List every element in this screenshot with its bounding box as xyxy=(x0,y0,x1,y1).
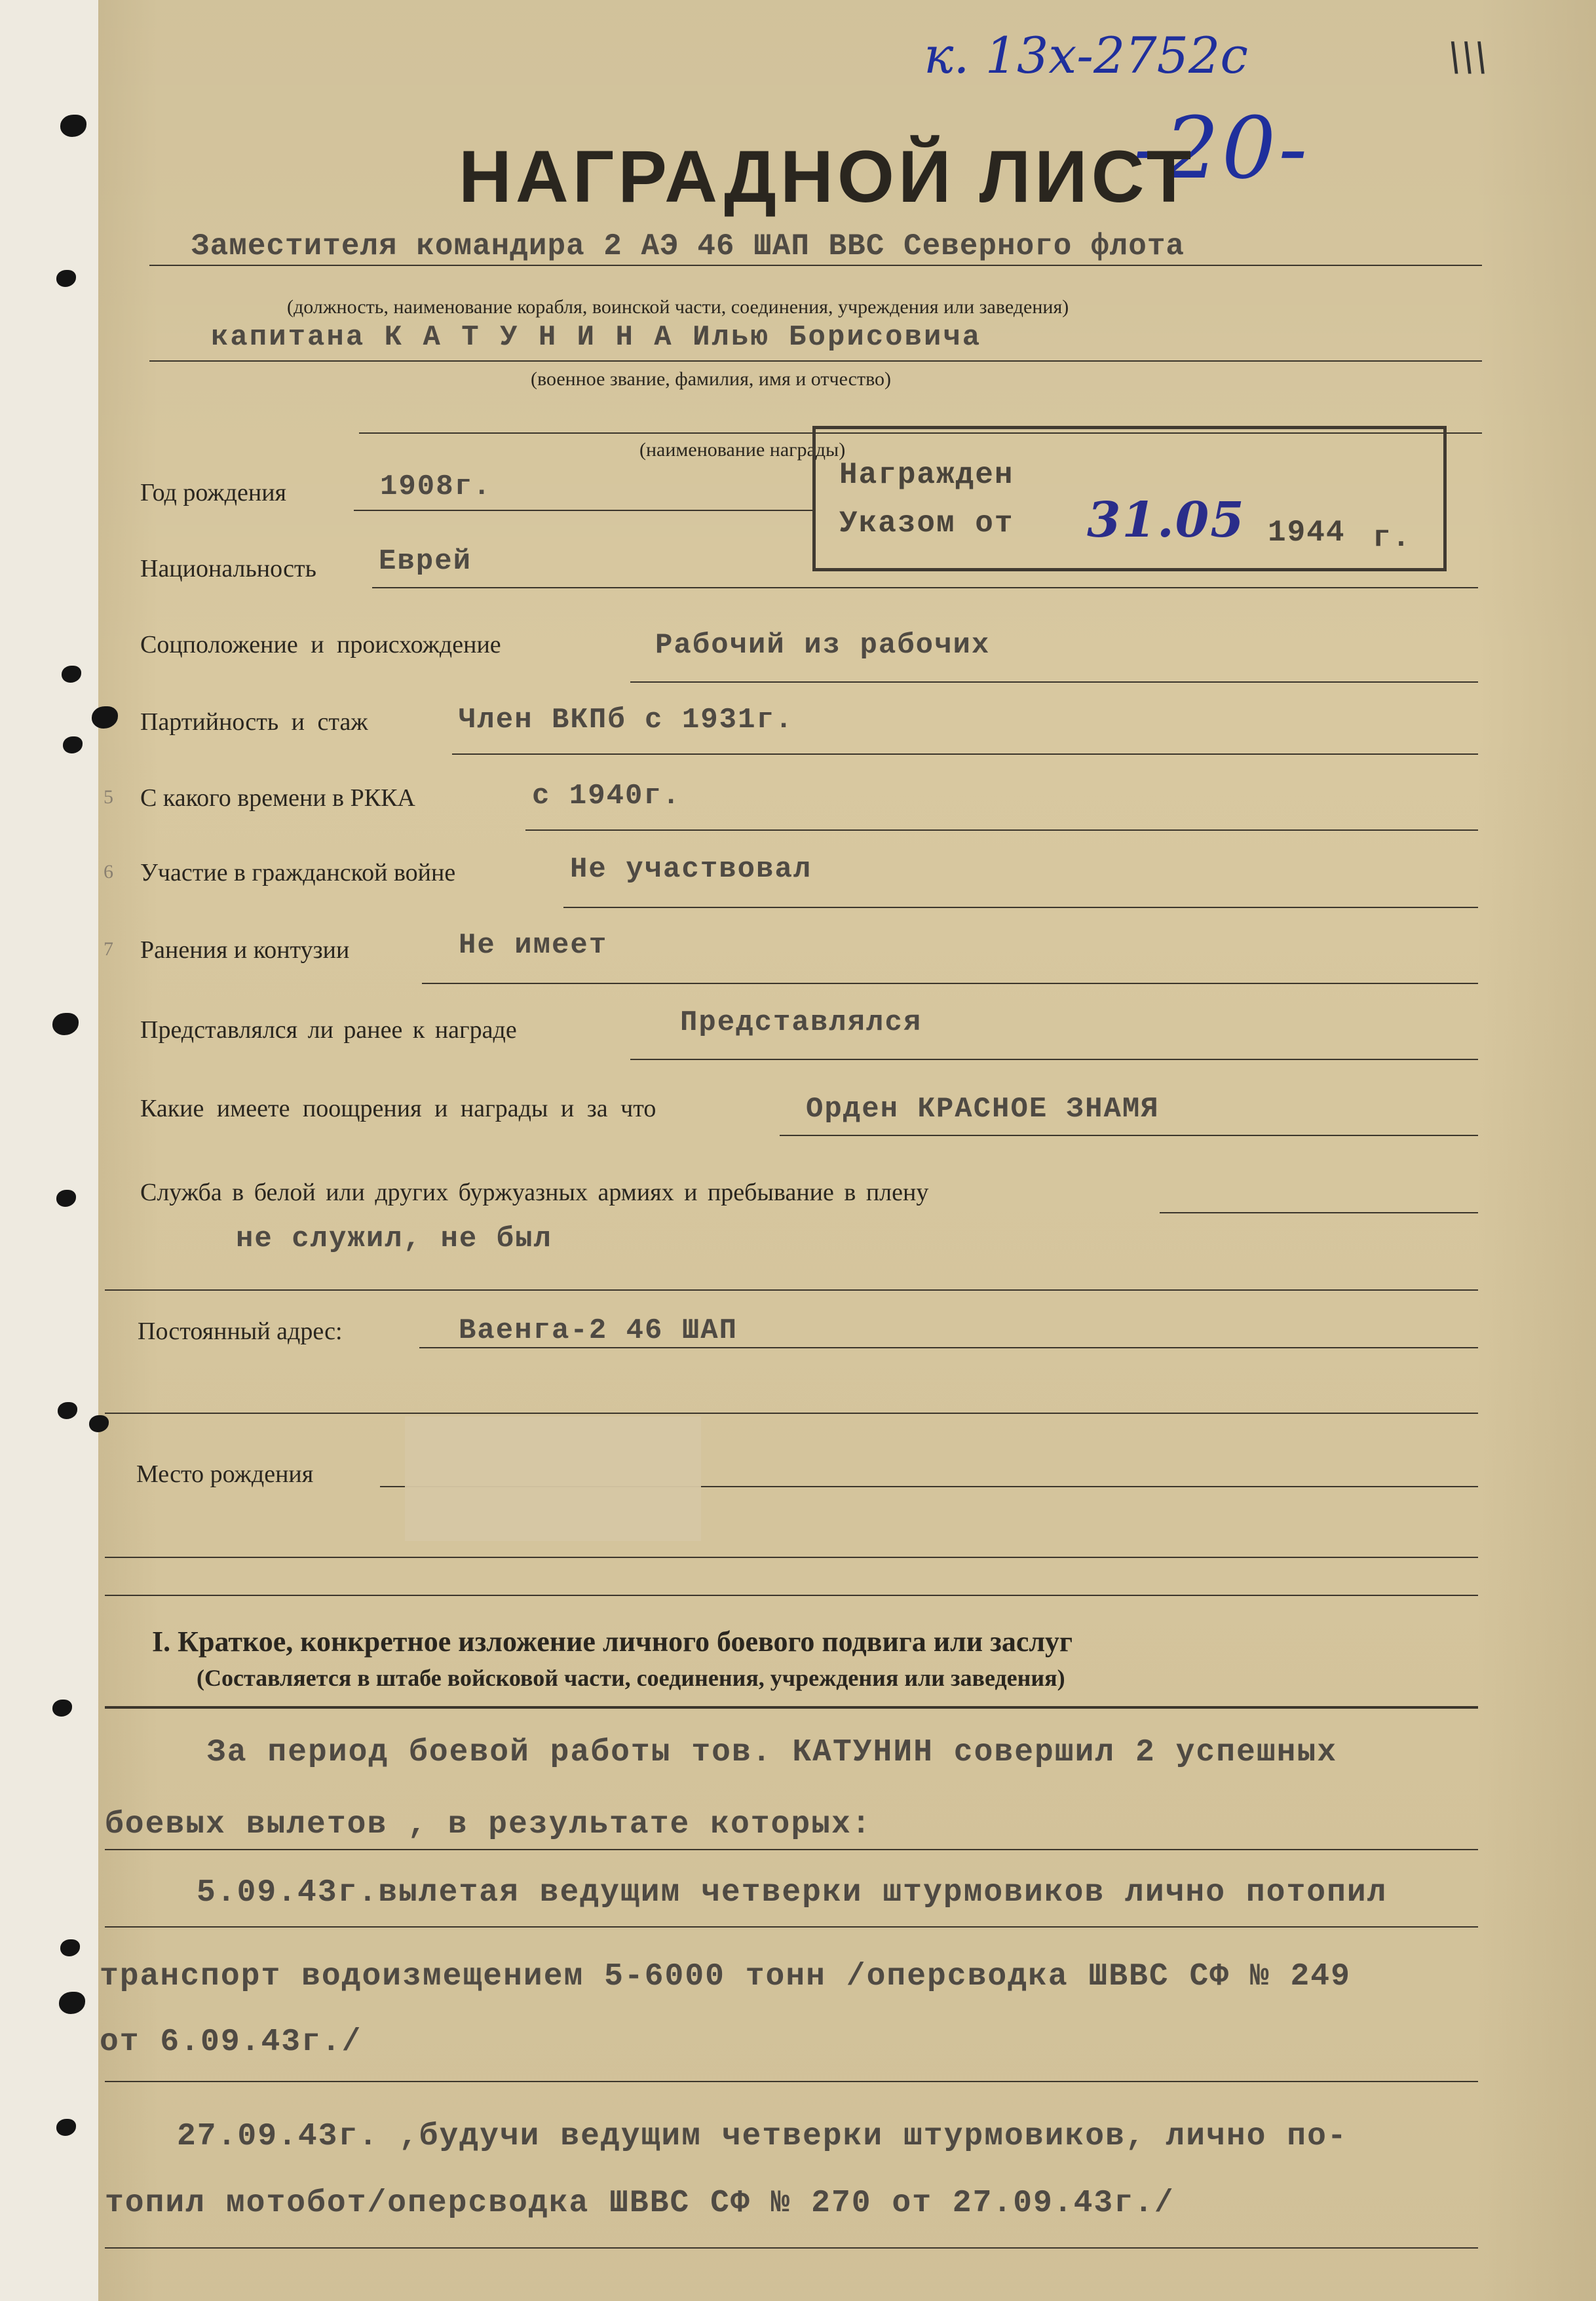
field-number: 5 xyxy=(104,786,113,808)
field-label-white-army: Служба в белой или других буржуазных армиях и пребывание в плену xyxy=(140,1179,929,1206)
stamp-year: 1944 xyxy=(1268,516,1346,550)
section-subheading: (Составляется в штабе войсковой части, соединения, учреждения или заведения) xyxy=(197,1665,1065,1691)
field-line xyxy=(630,1059,1478,1060)
field-line xyxy=(630,681,1478,683)
field-line xyxy=(422,983,1478,984)
narrative-line: 5.09.43г.вылетая ведущим четверки штурмовиков лично потопил xyxy=(197,1875,1388,1911)
narrative-rule xyxy=(105,1849,1478,1850)
field-line xyxy=(105,1557,1478,1558)
position-caption: (должность, наименование корабля, воинской части, соединения, учреждения или заведения) xyxy=(287,296,1069,318)
field-label-nationality: Национальность xyxy=(140,555,316,582)
narrative-line: 27.09.43г. ,будучи ведущим четверки штурмовиков, лично по- xyxy=(177,2119,1348,2154)
stamp-line-2-prefix: Указом от xyxy=(839,506,1014,541)
field-value-nationality: Еврей xyxy=(379,545,472,578)
field-line xyxy=(105,1289,1478,1291)
field-label-birth-year: Год рождения xyxy=(140,479,287,506)
field-label-rkka: С какого времени в РККА xyxy=(140,784,415,812)
field-value-birth-year: 1908г. xyxy=(380,470,492,503)
field-value-party: Член ВКПб с 1931г. xyxy=(459,704,794,736)
field-line xyxy=(419,1347,1478,1348)
position-line xyxy=(149,265,1482,266)
field-line xyxy=(105,1595,1478,1596)
narrative-rule xyxy=(105,2081,1478,2082)
rank-name-line xyxy=(149,360,1482,362)
section-rule xyxy=(105,1706,1478,1709)
field-label-wounds: Ранения и контузии xyxy=(140,936,350,964)
field-line xyxy=(372,587,1478,588)
section-heading: I. Краткое, конкретное изложение личного боевого подвига или заслуг xyxy=(152,1626,1073,1658)
narrative-rule xyxy=(105,1926,1478,1928)
binding-edge xyxy=(0,0,100,2301)
field-label-party: Партийность и стаж xyxy=(140,708,368,736)
award-caption: (наименование награды) xyxy=(639,439,846,461)
field-label-birthplace: Место рождения xyxy=(136,1460,314,1488)
narrative-line: За период боевой работы тов. КАТУНИН совершил 2 успешных xyxy=(207,1735,1338,1770)
sheet-number: -20- xyxy=(1133,98,1310,198)
field-value-rkka: с 1940г. xyxy=(532,780,681,812)
field-line xyxy=(525,829,1478,831)
field-value-prev-award: Представлялся xyxy=(680,1006,922,1039)
field-value-honors: Орден КРАСНОЕ ЗНАМЯ xyxy=(806,1093,1160,1126)
field-line xyxy=(563,907,1478,908)
narrative-line: от 6.09.43г./ xyxy=(100,2025,362,2060)
position-value: Заместителя командира 2 АЭ 46 ШАП ВВС Северного флота xyxy=(191,229,1185,263)
narrative-rule xyxy=(105,2247,1478,2249)
field-line xyxy=(780,1135,1478,1136)
narrative-line: боевых вылетов , в результате которых: xyxy=(105,1807,872,1842)
stamp-year-suffix: г. xyxy=(1373,521,1412,555)
rank-name-caption: (военное звание, фамилия, имя и отчество) xyxy=(531,368,892,390)
field-value-civil-war: Не участвовал xyxy=(570,853,812,886)
field-value-social: Рабочий из рабочих xyxy=(655,629,991,662)
rank-name-value: капитана К А Т У Н И Н А Илью Борисовича xyxy=(211,321,982,354)
field-value-address: Ваенга-2 46 ШАП xyxy=(459,1314,738,1347)
redacted-area xyxy=(405,1417,701,1541)
field-label-address: Постоянный адрес: xyxy=(138,1318,343,1345)
field-label-social: Соцположение и происхождение xyxy=(140,631,501,658)
field-line xyxy=(105,1413,1478,1414)
page-title: НАГРАДНОЙ ЛИСТ xyxy=(459,136,1196,218)
field-label-honors: Какие имеете поощрения и награды и за что xyxy=(140,1095,656,1122)
field-number: 7 xyxy=(104,938,113,960)
stamp-line-1: Награжден xyxy=(839,458,1014,492)
archive-ref-code: к. 13х-2752с xyxy=(924,26,1248,85)
field-label-civil-war: Участие в гражданской войне xyxy=(140,859,456,886)
field-line xyxy=(1160,1212,1478,1213)
stamp-date: 31.05 xyxy=(1087,492,1245,548)
field-number: 6 xyxy=(104,861,113,883)
field-line xyxy=(452,753,1478,755)
field-value-wounds: Не имеет xyxy=(459,929,608,962)
narrative-line: транспорт водоизмещением 5-6000 тонн /оперсводка ШВВС СФ № 249 xyxy=(100,1959,1351,1994)
field-value-white-army: не служил, не был xyxy=(236,1223,552,1255)
narrative-line: топил мотобот/оперсводка ШВВС СФ № 270 от 27.09.43г./ xyxy=(105,2186,1175,2221)
award-stamp xyxy=(812,426,1447,571)
corner-mark: \\\ xyxy=(1448,34,1488,80)
field-line xyxy=(354,510,812,511)
field-label-prev-award: Представлялся ли ранее к награде xyxy=(140,1016,517,1044)
